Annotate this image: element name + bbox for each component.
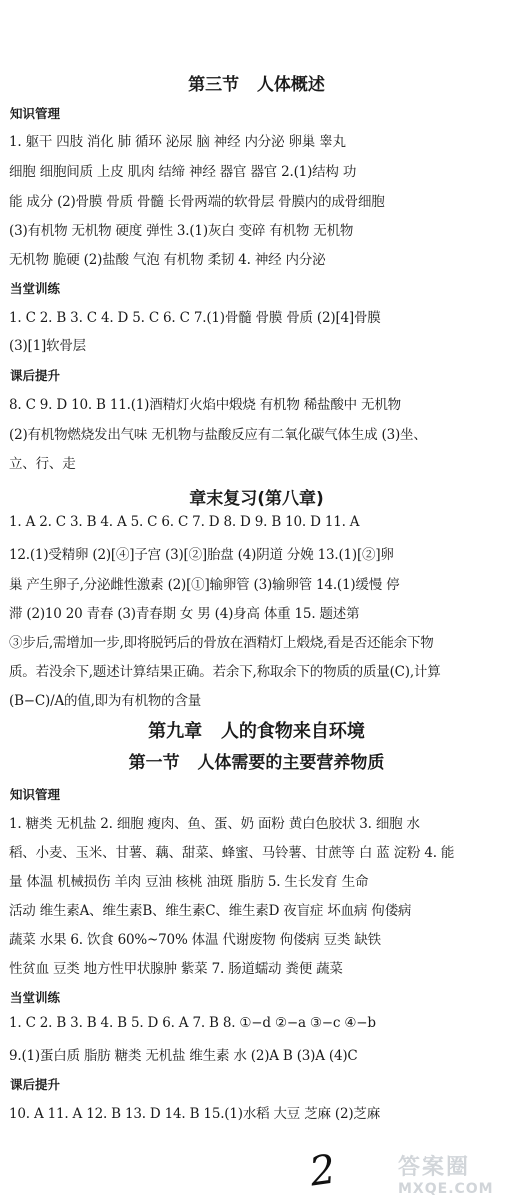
label-after-class: 课后提升: [10, 1077, 61, 1092]
answer-line: 1. 躯干 四肢 消化 肺 循环 泌尿 脑 神经 内分泌 卵巢 睾丸: [9, 134, 346, 150]
watermark-text: 答案圈: [398, 1155, 471, 1180]
answer-line: ③步后,需增加一步,即将脱钙后的骨放在酒精灯上煅烧,看是否还能余下物: [9, 635, 434, 651]
label-after-class: 课后提升: [10, 368, 61, 383]
chapter-review-title: 章末复习(第八章): [189, 489, 324, 509]
answer-line: 10. A 11. A 12. B 13. D 14. B 15.(1)水稻 大豆 芝麻 (2)芝麻: [9, 1106, 381, 1122]
label-knowledge-management: 知识管理: [10, 106, 61, 121]
answer-line: 能 成分 (2)骨膜 骨质 骨髓 长骨两端的软骨层 骨膜内的成骨细胞: [9, 194, 385, 210]
answer-line: 质。若没余下,题述计算结果正确。若余下,称取余下的物质的质量(C),计算: [9, 664, 441, 680]
section-title-nutrients: 第一节 人体需要的主要营养物质: [128, 753, 385, 773]
answer-line: 量 体温 机械损伤 羊肉 豆油 核桃 油斑 脂肪 5. 生长发育 生命: [9, 874, 369, 890]
label-class-training: 当堂训练: [10, 990, 61, 1005]
answer-line: 细胞 细胞间质 上皮 肌肉 结缔 神经 器官 器官 2.(1)结构 功: [9, 164, 357, 180]
answer-line: 1. C 2. B 3. B 4. B 5. D 6. A 7. B 8. ①−d ②−a ③−c ④−b: [9, 1015, 376, 1031]
chapter-title: 第九章 人的食物来自环境: [148, 721, 365, 742]
label-knowledge-management: 知识管理: [10, 787, 61, 802]
answer-line: 无机物 脆硬 (2)盐酸 气泡 有机物 柔韧 4. 神经 内分泌: [9, 252, 326, 268]
answer-line: 蔬菜 水果 6. 饮食 60%~70% 体温 代谢废物 佝偻病 豆类 缺铁: [9, 932, 381, 948]
handwritten-page-mark: 2: [306, 1146, 339, 1196]
answer-line: (B−C)/A的值,即为有机物的含量: [9, 693, 202, 709]
answer-line: 滞 (2)10 20 青春 (3)青春期 女 男 (4)身高 体重 15. 题述第: [9, 606, 360, 622]
answer-line: (3)[1]软骨层: [9, 338, 86, 354]
answer-line: 1. 糖类 无机盐 2. 细胞 瘦肉、鱼、蛋、奶 面粉 黄白色胶状 3. 细胞 水: [9, 816, 420, 832]
label-class-training: 当堂训练: [10, 281, 61, 296]
answer-line: 性贫血 豆类 地方性甲状腺肿 紫菜 7. 肠道蠕动 粪便 蔬菜: [9, 961, 343, 977]
answer-line: (3)有机物 无机物 硬度 弹性 3.(1)灰白 变碎 有机物 无机物: [9, 223, 354, 239]
answer-line: 1. A 2. C 3. B 4. A 5. C 6. C 7. D 8. D 9. B 10. D 11. A: [9, 514, 360, 530]
answer-line: 立、行、走: [9, 456, 76, 472]
answer-line: 巢 产生卵子,分泌雌性激素 (2)[①]输卵管 (3)输卵管 14.(1)缓慢 停: [9, 577, 400, 593]
answer-line: 8. C 9. D 10. B 11.(1)酒精灯火焰中煅烧 有机物 稀盐酸中 无机物: [9, 397, 401, 413]
watermark-logo: [398, 1150, 508, 1196]
watermark-url: MXQE.COM: [398, 1181, 494, 1197]
answer-line: 活动 维生素A、维生素B、维生素C、维生素D 夜盲症 坏血病 佝偻病: [9, 903, 412, 919]
answer-line: 12.(1)受精卵 (2)[④]子宫 (3)[②]胎盘 (4)阴道 分娩 13.(1)[②]卵: [9, 547, 394, 563]
answer-line: (2)有机物燃烧发出气味 无机物与盐酸反应有二氧化碳气体生成 (3)坐、: [9, 427, 427, 443]
answer-line: 1. C 2. B 3. C 4. D 5. C 6. C 7.(1)骨髓 骨膜 骨质 (2)[4]骨膜: [9, 310, 381, 326]
section-title-human-overview: 第三节 人体概述: [188, 75, 325, 95]
answer-line: 9.(1)蛋白质 脂肪 糖类 无机盐 维生素 水 (2)A B (3)A (4)C: [9, 1048, 358, 1064]
answer-line: 稻、小麦、玉米、甘薯、藕、甜菜、蜂蜜、马铃薯、甘蔗等 白 蓝 淀粉 4. 能: [9, 845, 455, 861]
